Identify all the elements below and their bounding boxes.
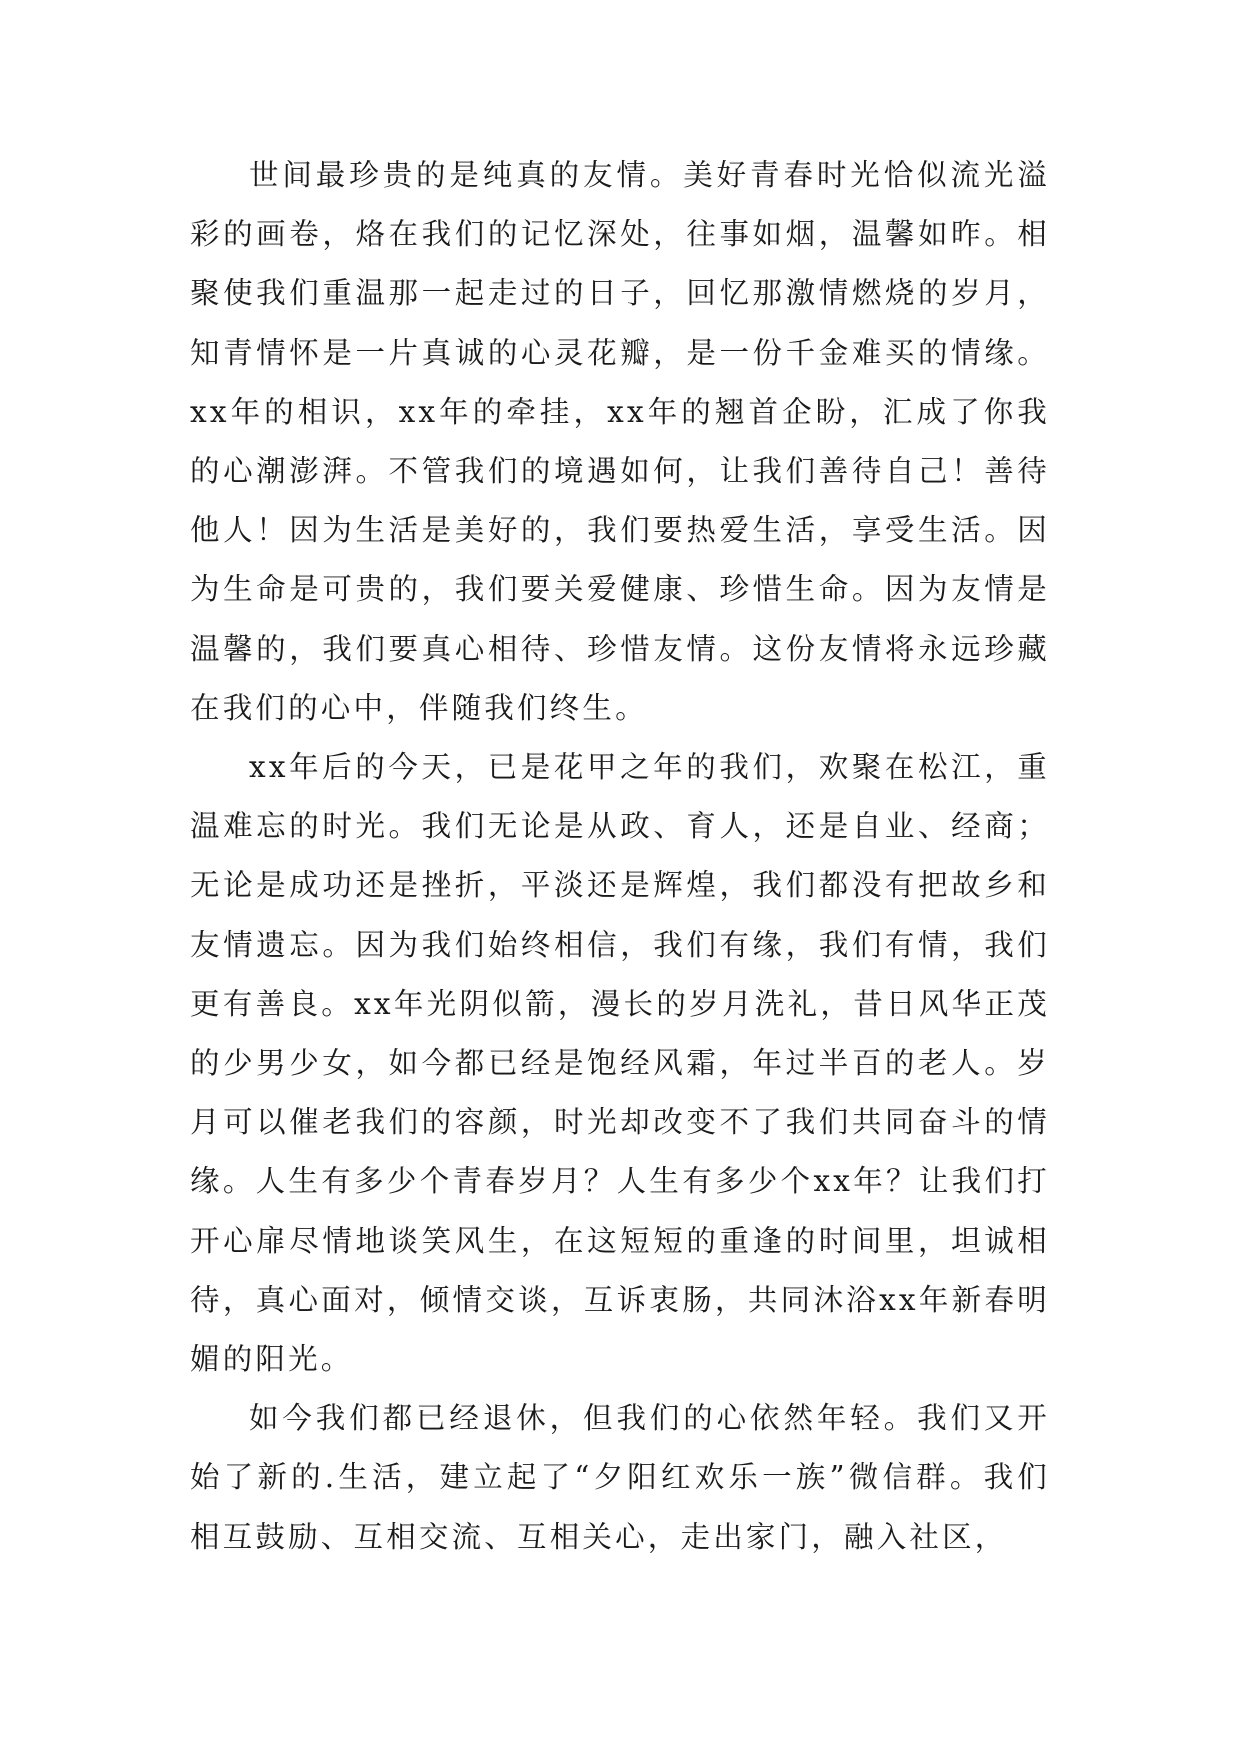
paragraph-3: 如今我们都已经退休，但我们的心依然年轻。我们又开始了新的.生活，建立起了“夕阳红欢乐一族”微信群。我们相互鼓励、互相交流、互相关心，走出家门，融入社区， xyxy=(190,1401,1050,1554)
paragraph-1: 世间最珍贵的是纯真的友情。美好青春时光恰似流光溢彩的画卷，烙在我们的记忆深处，往事如烟，温馨如昨。相聚使我们重温那一起走过的日子，回忆那激情燃烧的岁月，知青情怀是一片真诚的心灵花瓣，是一份千金难买的情缘。xx年的相识，xx年的牵挂，xx年的翘首企盼，汇成了你我的心潮澎湃。不管我们的境遇如何，让我们善待自己！善待他人！因为生活是美好的，我们要热爱生活，享受生活。因为生命是可贵的，我们要关爱健康、珍惜生命。因为友情是温馨的，我们要真心相待、珍惜友情。这份友情将永远珍藏在我们的心中，伴随我们终生。 xyxy=(190,158,1050,725)
document-page xyxy=(190,146,1050,1567)
paragraph-2: xx年后的今天，已是花甲之年的我们，欢聚在松江，重温难忘的时光。我们无论是从政、育人，还是自业、经商；无论是成功还是挫折，平淡还是辉煌，我们都没有把故乡和友情遗忘。因为我们始终相信，我们有缘，我们有情，我们更有善良。xx年光阴似箭，漫长的岁月洗礼，昔日风华正茂的少男少女，如今都已经是饱经风霜，年过半百的老人。岁月可以催老我们的容颜，时光却改变不了我们共同奋斗的情缘。人生有多少个青春岁月？人生有多少个xx年？让我们打开心扉尽情地谈笑风生，在这短短的重逢的时间里，坦诚相待，真心面对，倾情交谈，互诉衷肠，共同沐浴xx年新春明媚的阳光。 xyxy=(190,750,1050,1377)
